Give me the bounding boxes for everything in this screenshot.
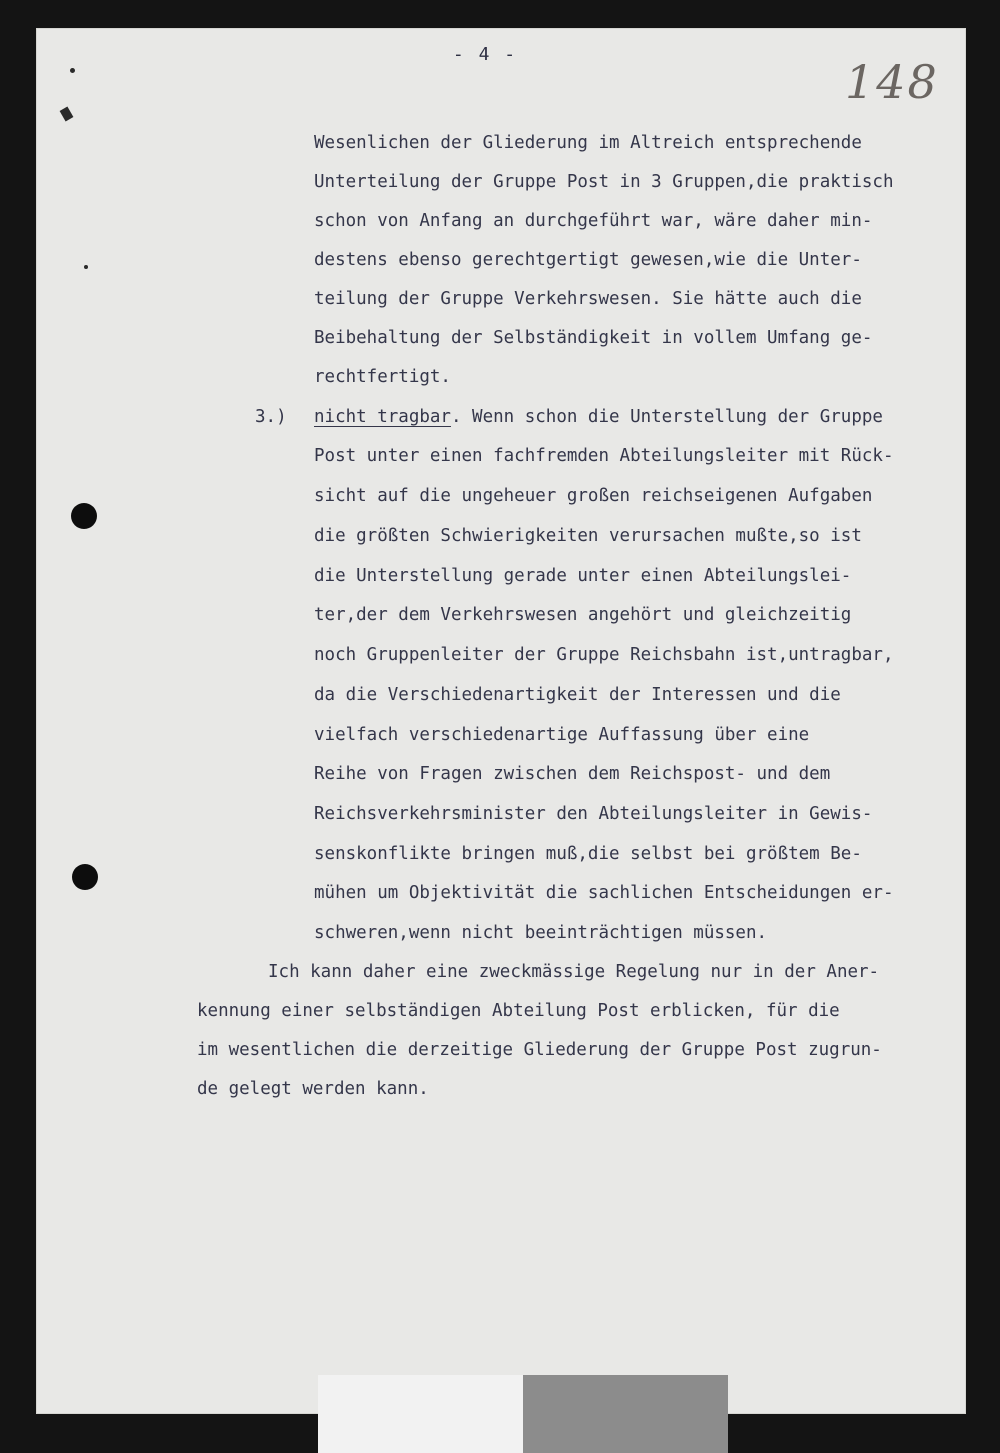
text-line: Unterteilung der Gruppe Post in 3 Gruppen,die praktisch (314, 172, 894, 192)
scan-color-strip-white (318, 1375, 523, 1453)
text-line: Ich kann daher eine zweckmässige Regelung nur in der Aner- (268, 962, 880, 982)
text-line: kennung einer selbständigen Abteilung Post erblicken, für die (197, 1001, 840, 1021)
scan-color-strip-gray (523, 1375, 728, 1453)
text-line: schweren,wenn nicht beeinträchtigen müssen. (314, 923, 768, 943)
item-first-line-rest: . Wenn schon die Unterstellung der Gruppe (450, 407, 883, 427)
staple-mark (70, 68, 75, 73)
staple-mark (84, 265, 88, 269)
punch-hole-bottom (72, 864, 98, 890)
text-line: da die Verschiedenartigkeit der Interessen und die (314, 685, 841, 705)
text-line: senskonflikte bringen muß,die selbst bei größtem Be- (314, 844, 862, 864)
text-line: sicht auf die ungeheuer großen reichseigenen Aufgaben (314, 486, 873, 506)
text-line: destens ebenso gerechtgertigt gewesen,wie die Unter- (314, 250, 862, 270)
text-line: de gelegt werden kann. (197, 1079, 429, 1099)
text-line: Wesenlichen der Gliederung im Altreich entsprechende (314, 133, 862, 153)
text-line: ter,der dem Verkehrswesen angehört und gleichzeitig (314, 605, 852, 625)
folio-number: 148 (845, 55, 939, 109)
punch-hole-top (71, 503, 97, 529)
text-line: mühen um Objektivität die sachlichen Entscheidungen er- (314, 883, 894, 903)
text-line: Beibehaltung der Selbständigkeit in vollem Umfang ge- (314, 328, 873, 348)
item-first-line (314, 403, 883, 431)
text-line: die größten Schwierigkeiten verursachen mußte,so ist (314, 526, 862, 546)
item-number: 3.) (255, 407, 287, 427)
text-line: noch Gruppenleiter der Gruppe Reichsbahn ist,untragbar, (314, 645, 894, 665)
text-line: die Unterstellung gerade unter einen Abteilungslei- (314, 566, 852, 586)
text-line: Reichsverkehrsminister den Abteilungsleiter in Gewis- (314, 804, 873, 824)
item-heading: nicht tragbar (314, 407, 451, 427)
text-line: teilung der Gruppe Verkehrswesen. Sie hätte auch die (314, 289, 862, 309)
text-line: schon von Anfang an durchgeführt war, wäre daher min- (314, 211, 873, 231)
text-line: rechtfertigt. (314, 367, 451, 387)
text-line: Post unter einen fachfremden Abteilungsleiter mit Rück- (314, 446, 894, 466)
text-line: Reihe von Fragen zwischen dem Reichspost- und dem (314, 764, 831, 784)
text-line: im wesentlichen die derzeitige Gliederung der Gruppe Post zugrun- (197, 1040, 882, 1060)
text-line: vielfach verschiedenartige Auffassung über eine (314, 725, 810, 745)
page-number: - 4 - (452, 44, 518, 65)
